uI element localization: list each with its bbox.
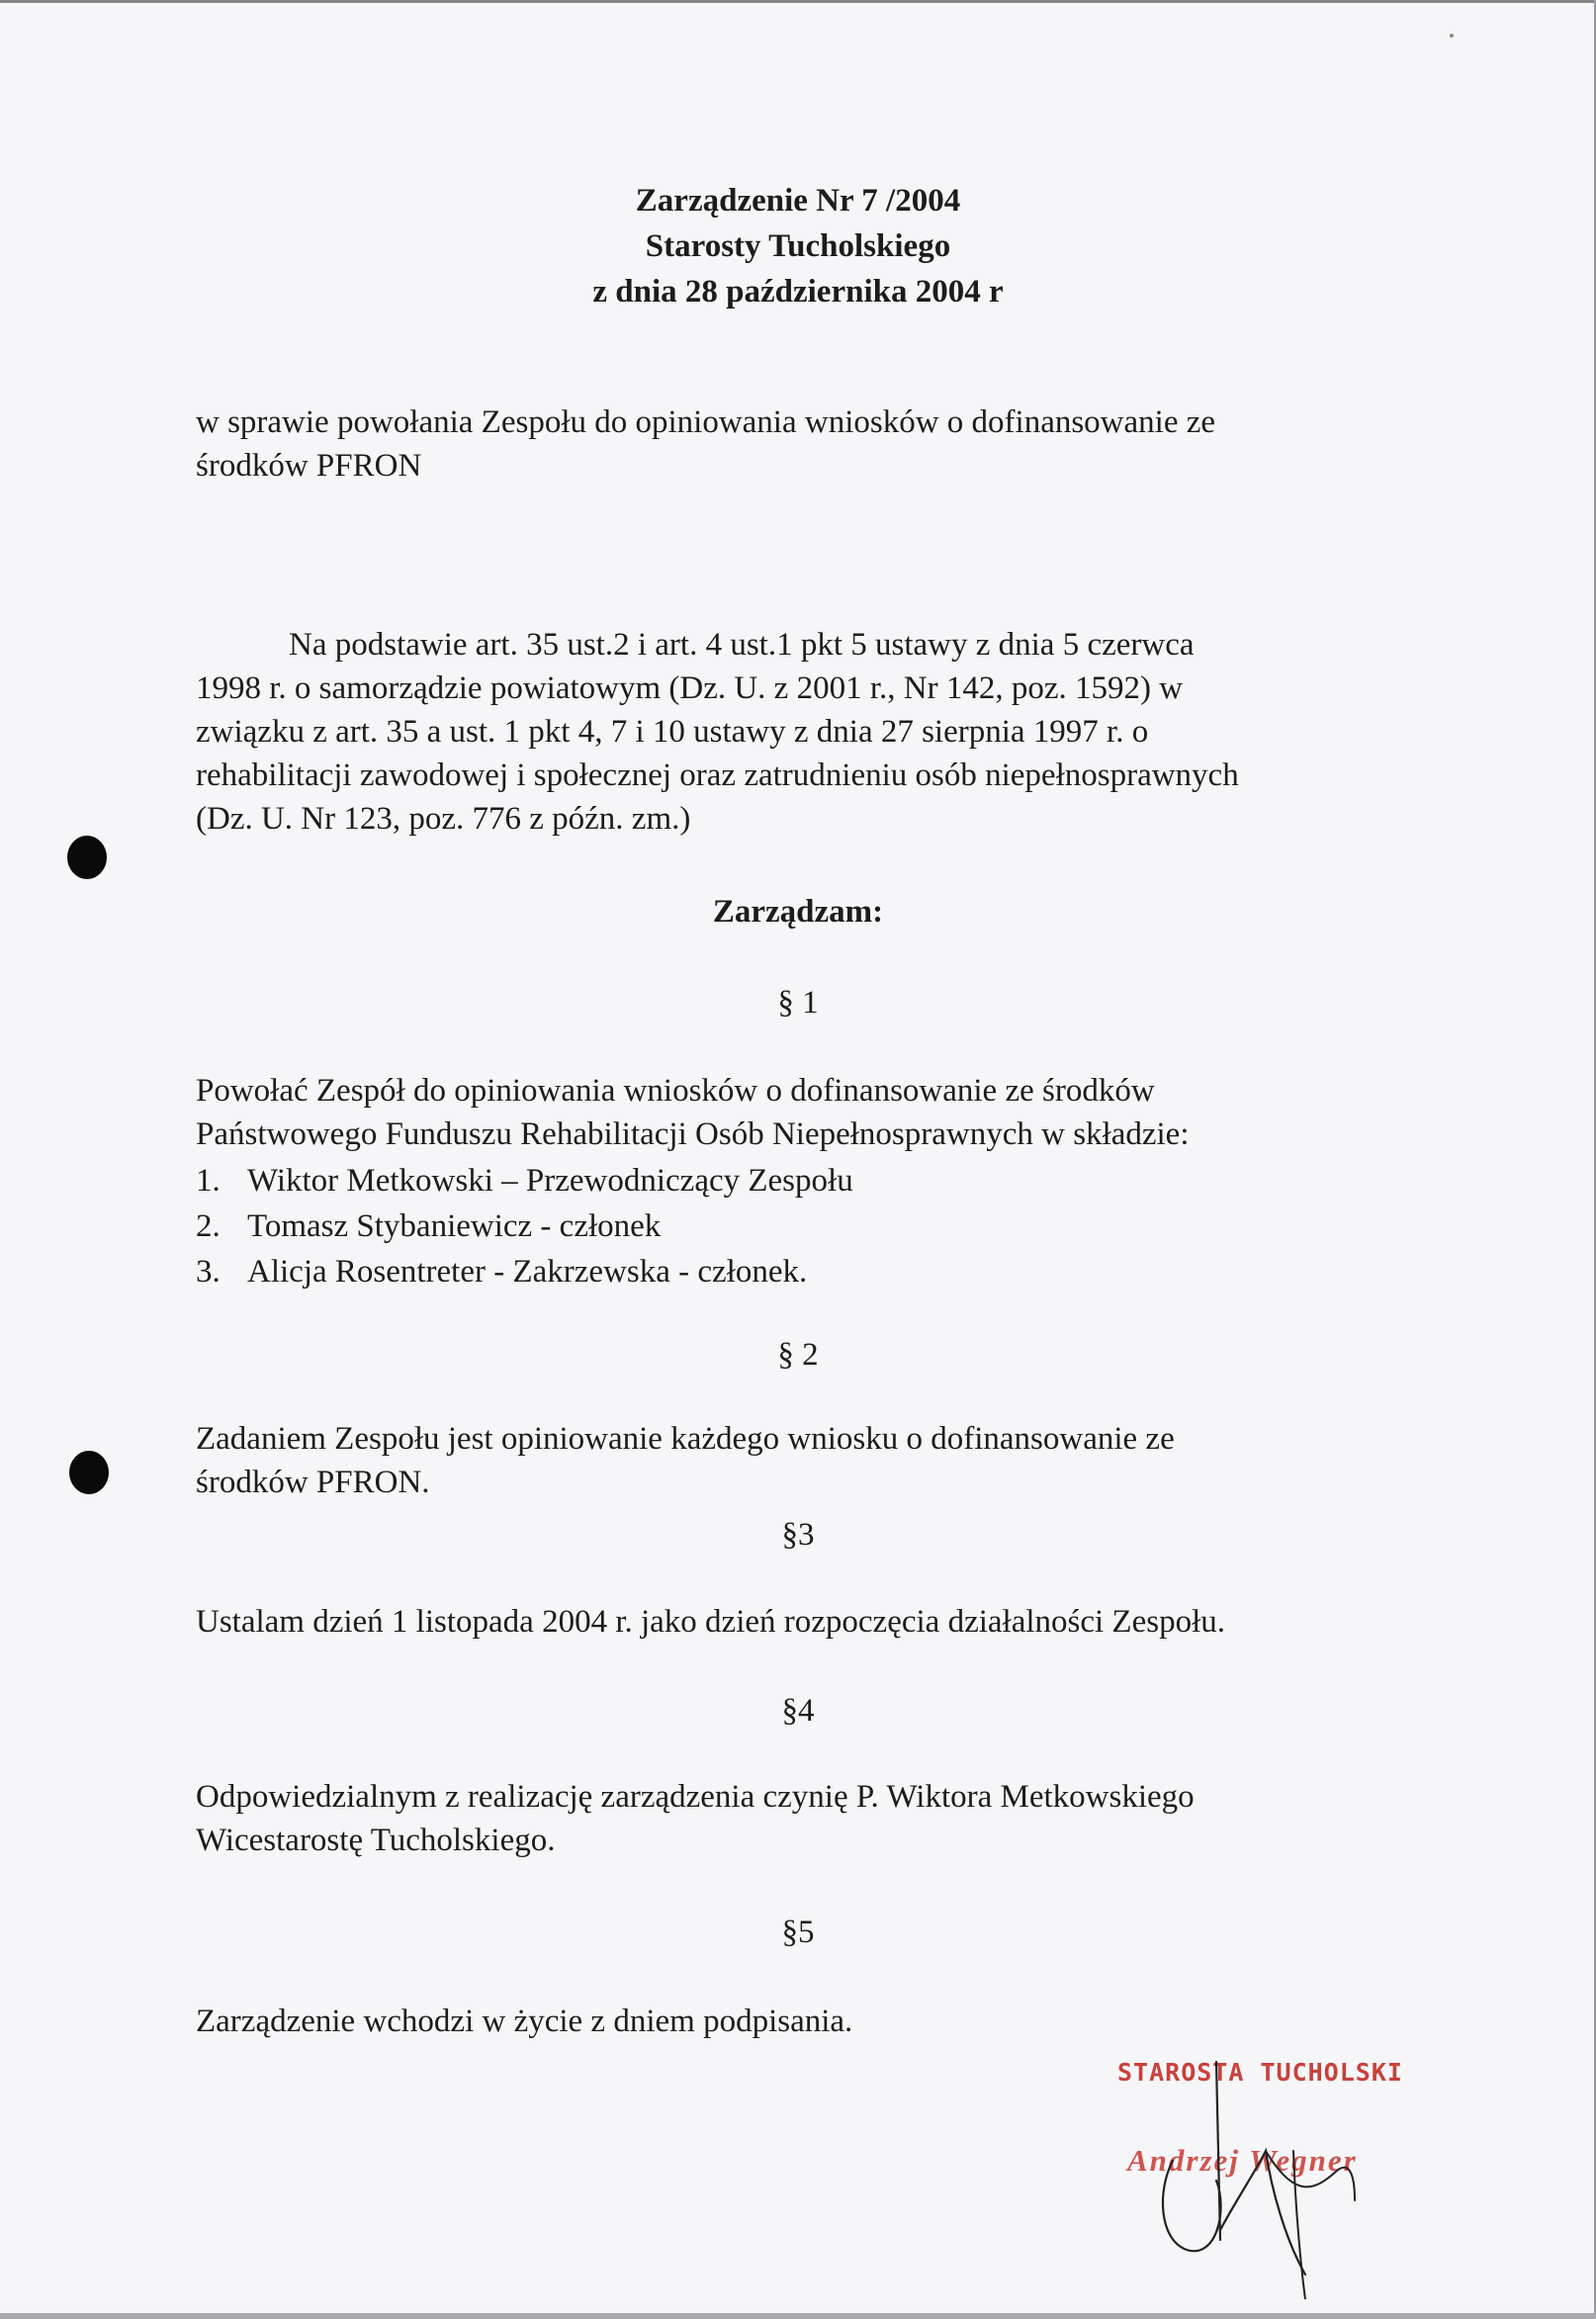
issue-date: z dnia 28 października 2004 r <box>592 274 1004 310</box>
punch-hole-upper <box>67 836 107 879</box>
section-4-mark: §4 <box>781 1693 815 1729</box>
list-item-text: Wiktor Metkowski – Przewodniczący Zespołu <box>247 1163 853 1199</box>
section-1-text: Powołać Zespół do opiniowania wniosków o dofinansowanie ze środków Państwowego Funduszu Rehabilitacji Osób Niepełnosprawnych w składzie: <box>196 1073 1190 1152</box>
legal-basis: Na podstawie art. 35 ust.2 i art. 4 ust.1 pkt 5 ustawy z dnia 5 czerwca 1998 r. o samorządzie powiatowym (Dz. U. z 2001 r., Nr 142, poz. 1592) w związku z art. 35 a ust. 1 pkt 4, 7 i 10 ustawy z dnia 27 sierpnia 1997 r. o rehabilitacji zawodowej i społecznej oraz zatrudnieniu osób niepełnosprawnych (Dz. U. Nr 123, poz. 776 z późn. zm.) <box>196 627 1239 837</box>
section-2-text: Zadaniem Zespołu jest opiniowanie każdego wniosku o dofinansowanie ze środków PFRON. <box>196 1421 1175 1500</box>
section-5-text: Zarządzenie wchodzi w życie z dniem podpisania. <box>196 2004 853 2039</box>
section-2-mark: § 2 <box>777 1337 819 1373</box>
section-5-mark: §5 <box>781 1915 815 1950</box>
official-stamp <box>1117 2052 1424 2299</box>
scan-speck <box>1450 34 1454 38</box>
section-4-text: Odpowiedzialnym z realizację zarządzenia czynię P. Wiktora Metkowskiego Wicestarostę Tucholskiego. <box>196 1779 1195 1858</box>
scan-edge-bottom <box>0 2313 1596 2319</box>
list-item <box>196 1249 853 1294</box>
document-header <box>0 178 1596 314</box>
section-1-mark: § 1 <box>777 985 819 1021</box>
stamp-name: Andrzej Wegner <box>1127 2143 1358 2178</box>
list-item-number: 2. <box>196 1208 221 1244</box>
list-item <box>196 1204 853 1249</box>
punch-hole-lower <box>69 1451 109 1494</box>
section-3-mark: §3 <box>781 1517 815 1553</box>
decree-word: Zarządzam: <box>712 894 884 930</box>
list-item <box>196 1158 853 1204</box>
list-item-text: Tomasz Stybaniewicz - członek <box>247 1208 662 1244</box>
stamp-title: STAROSTA TUCHOLSKI <box>1117 2058 1403 2087</box>
list-item-text: Alicja Rosentreter - Zakrzewska - członek. <box>247 1254 808 1290</box>
list-item-number: 3. <box>196 1254 221 1290</box>
decree-subject: w sprawie powołania Zespołu do opiniowania wniosków o dofinansowanie ze środków PFRON <box>196 404 1216 484</box>
member-list <box>196 1158 853 1294</box>
decree-number: Zarządzenie Nr 7 /2004 <box>635 183 961 219</box>
issuer: Starosty Tucholskiego <box>645 228 951 264</box>
handwritten-signature <box>1117 2052 1424 2299</box>
scan-edge-top <box>0 0 1596 3</box>
section-3-text: Ustalam dzień 1 listopada 2004 r. jako dzień rozpoczęcia działalności Zespołu. <box>196 1604 1225 1640</box>
list-item-number: 1. <box>196 1163 221 1199</box>
